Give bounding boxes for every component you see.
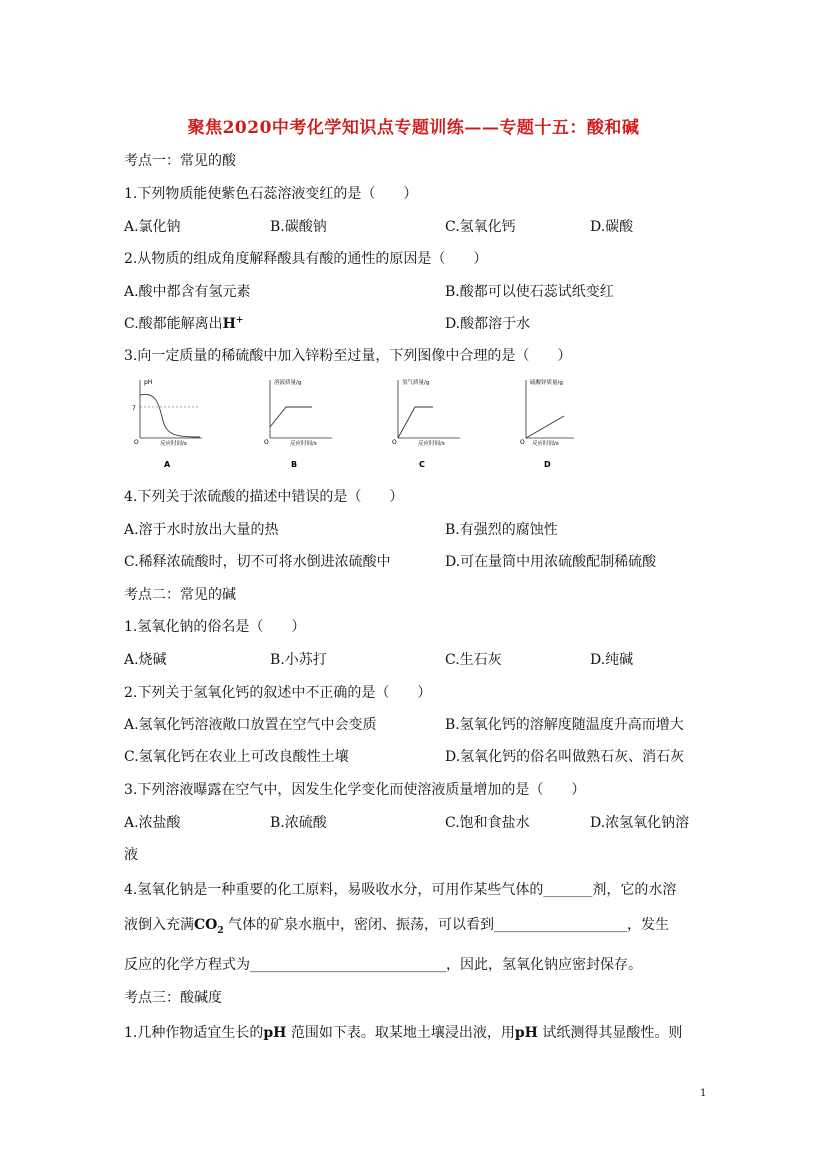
option-a: A.酸中都含有氢元素 <box>124 284 251 300</box>
fill-blank-line <box>124 914 669 936</box>
section-heading: 考点一：常见的酸 <box>124 153 236 169</box>
stem-text: 试纸测得其显酸性。则 <box>537 1025 683 1041</box>
graph-a-xlabel: 反应时间/s <box>160 441 187 447</box>
question-stem: 1.下列物质能使紫色石蕊溶液变红的是（ ） <box>124 186 418 202</box>
graph-b <box>264 378 332 469</box>
option-c: C.稀释浓硫酸时，切不可将水倒进浓硫酸中 <box>124 554 391 570</box>
graph-c-xlabel: 反应时间/s <box>418 441 445 447</box>
option-b: B.有强烈的腐蚀性 <box>445 522 558 538</box>
option-b: B.碳酸钠 <box>270 219 327 235</box>
option-a: A.浓盐酸 <box>124 815 181 831</box>
fill-blank-line: 4.氢氧化钠是一种重要的化工原料，易吸收水分，可用作某些气体的_______剂，它的水溶 <box>124 882 677 898</box>
option-c: C.生石灰 <box>445 652 502 668</box>
graph-c-ylabel: 氢气质量/g <box>402 380 430 386</box>
question-stem: 3.下列溶液曝露在空气中，因发生化学变化而使溶液质量增加的是（ ） <box>124 782 586 798</box>
option-c: C.饱和食盐水 <box>445 815 530 831</box>
question-stem: 2.下列关于氢氧化钙的叙述中不正确的是（ ） <box>124 685 432 701</box>
question-stem: 1.氢氧化钠的俗名是（ ） <box>124 619 306 635</box>
option-a: A.烧碱 <box>124 652 167 668</box>
graph-d <box>520 378 574 469</box>
line-text: 液倒入充满 <box>124 917 194 933</box>
option-c: C.氢氧化钙在农业上可改良酸性土壤 <box>124 749 349 765</box>
option-d: D.纯碱 <box>590 652 634 668</box>
question-stem: 4.下列关于浓硫酸的描述中错误的是（ ） <box>124 489 404 505</box>
stem-text: 范围如下表。取某地土壤浸出液，用 <box>286 1025 515 1041</box>
option-d: D.氢氧化钙的俗名叫做熟石灰、消石灰 <box>445 749 685 765</box>
co2-formula <box>194 917 224 936</box>
ph-term: pH <box>514 1025 538 1041</box>
option-b: B.浓硫酸 <box>270 815 327 831</box>
question-stem <box>124 1022 682 1042</box>
graph-c <box>392 378 460 469</box>
formula-subscript: 2 <box>217 925 224 936</box>
graph-c-origin: O <box>392 439 397 446</box>
graph-b-origin: O <box>264 439 269 446</box>
formula-symbol: CO <box>194 917 218 933</box>
line-text: 气体的矿泉水瓶中，密闭、振荡，可以看到___________________，发生 <box>223 917 670 933</box>
graph-b-label: B <box>291 460 298 469</box>
option-b: B.酸都可以使石蕊试纸变红 <box>445 284 614 300</box>
graph-b-ylabel: 溶液质量/g <box>274 380 302 386</box>
graph-d-origin: O <box>520 439 525 446</box>
option-a: A.溶于水时放出大量的热 <box>124 522 279 538</box>
graph-c-label: C <box>419 460 425 469</box>
option-c-text: C.酸都能解离出 <box>124 316 223 332</box>
ion-symbol: H <box>222 316 236 332</box>
option-b: B.小苏打 <box>270 652 327 668</box>
page-title: 聚焦2020中考化学知识点专题训练——专题十五：酸和碱 <box>187 118 640 138</box>
stem-text: 1.几种作物适宜生长的 <box>124 1025 264 1041</box>
option-b: B.氢氧化钙的溶解度随温度升高而增大 <box>445 717 684 733</box>
option-a: A.氢氧化钙溶液敞口放置在空气中会变质 <box>124 717 377 733</box>
hydrogen-ion <box>223 316 244 332</box>
graph-d-xlabel: 反应时间/s <box>532 441 559 447</box>
graph-a <box>132 379 202 469</box>
option-d: D.浓氢氧化钠溶 <box>590 815 690 831</box>
option-d: D.碳酸 <box>590 219 634 235</box>
answer-figures <box>124 372 574 472</box>
option-d: D.可在量筒中用浓硫酸配制稀硫酸 <box>445 554 657 570</box>
graph-d-label: D <box>544 460 551 469</box>
section-heading: 考点二：常见的碱 <box>124 587 236 603</box>
option-d-wrap: 液 <box>124 847 138 863</box>
question-stem: 2.从物质的组成角度解释酸具有酸的通性的原因是（ ） <box>124 251 488 267</box>
graph-a-origin: O <box>134 439 139 446</box>
ion-charge: + <box>235 315 244 326</box>
fill-blank-line: 反应的化学方程式为____________________________，因此，氢氧化钠应密封保存。 <box>124 957 642 973</box>
option-c <box>124 313 243 333</box>
graph-a-tick: 7 <box>132 405 136 412</box>
graph-b-xlabel: 反应时间/s <box>290 441 317 447</box>
option-c: C.氢氧化钙 <box>445 219 516 235</box>
question-stem: 3.向一定质量的稀硫酸中加入锌粉至过量，下列图像中合理的是（ ） <box>124 348 572 364</box>
graph-a-label: A <box>164 460 171 469</box>
ph-term: pH <box>263 1025 287 1041</box>
graph-d-ylabel: 硫酸锌质量/g <box>530 380 563 386</box>
page-number: 1 <box>700 1088 707 1099</box>
option-d: D.酸都溶于水 <box>445 316 531 332</box>
graph-a-ylabel: pH <box>144 379 153 386</box>
option-a: A.氯化钠 <box>124 219 181 235</box>
section-heading: 考点三：酸碱度 <box>124 990 222 1006</box>
